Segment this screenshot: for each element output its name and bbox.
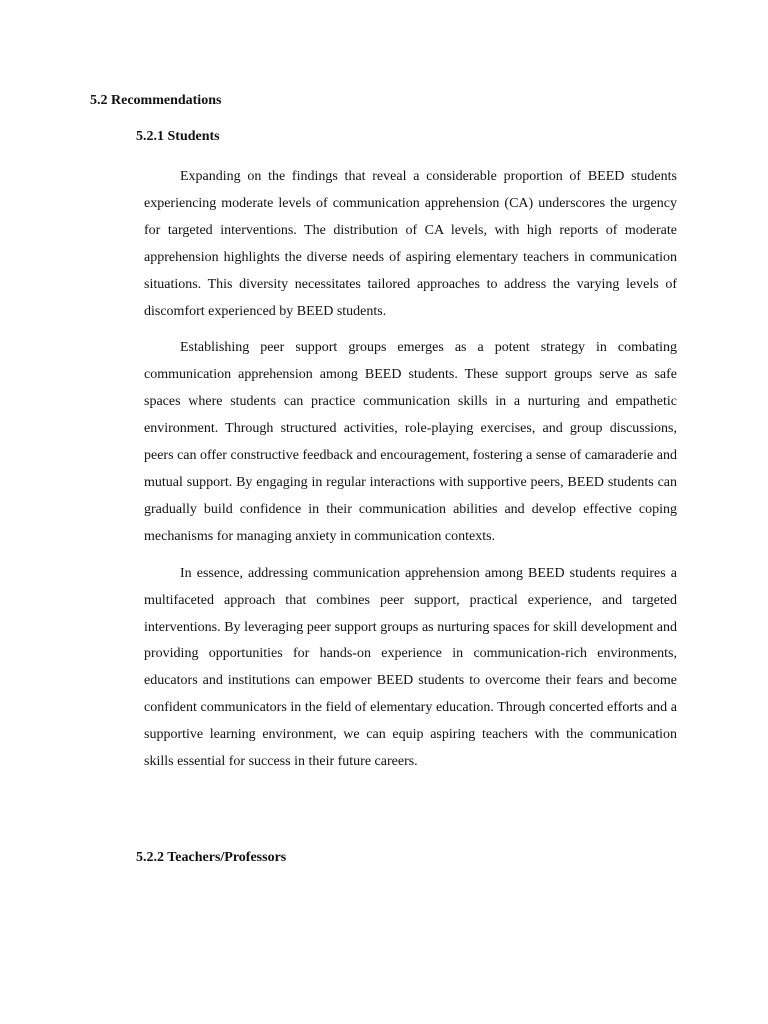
subsection-heading-teachers: 5.2.2 Teachers/Professors — [136, 850, 287, 865]
paragraph: Establishing peer support groups emerges as a potent strategy in combating communication apprehension among BEED students. These support groups serve as safe spaces where students can practice communication skills in a nurturing and empathetic environment. Through structured activities, role-playing exercises, and group discussions, peers can offer constructive feedback and encouragement, fostering a sense of camaraderie and mutual support. By engaging in regular interactions with supportive peers, BEED students can gradually build confidence in their communication abilities and develop effective coping mechanisms for managing anxiety in communication contexts. — [144, 340, 677, 544]
paragraph: Expanding on the findings that reveal a considerable proportion of BEED students experiencing moderate levels of communication apprehension (CA) underscores the urgency for targeted interventions. The distribution of CA levels, with high reports of moderate apprehension highlights the diverse needs of aspiring elementary teachers in communication situations. This diversity necessitates tailored approaches to address the varying levels of discomfort experienced by BEED students. — [144, 169, 677, 319]
students-body — [144, 164, 677, 786]
section-heading: 5.2 Recommendations — [90, 93, 222, 108]
subsection-heading-students: 5.2.1 Students — [136, 129, 220, 144]
paragraph: In essence, addressing communication apprehension among BEED students requires a multifaceted approach that combines peer support, practical experience, and targeted interventions. By leveraging peer support groups as nurturing spaces for skill development and providing opportunities for hands-on experience in communication-rich environments, educators and institutions can empower BEED students to overcome their fears and become confident communicators in the field of elementary education. Through concerted efforts and a supportive learning environment, we can equip aspiring teachers with the communication skills essential for success in their future careers. — [144, 565, 677, 770]
